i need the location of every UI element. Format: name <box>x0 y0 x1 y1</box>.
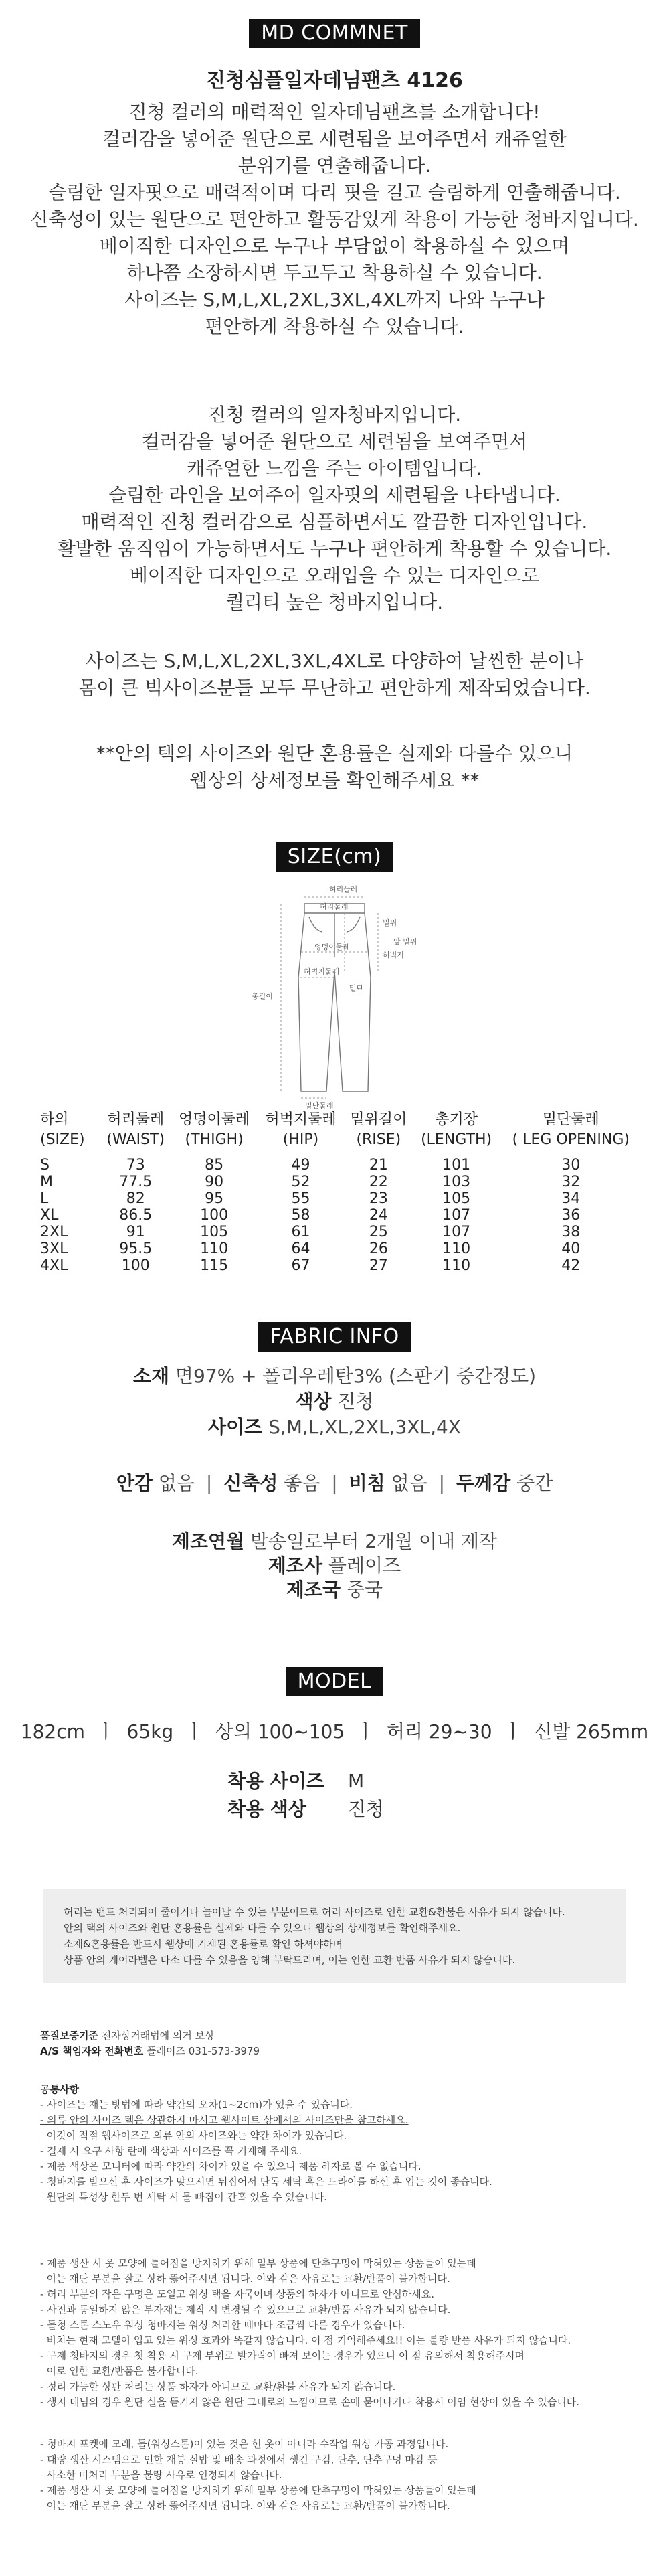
cell: 91 <box>126 1224 145 1240</box>
product-title-wrap <box>0 64 669 93</box>
date-value: 발송일로부터 2개월 이내 제작 <box>250 1530 498 1552</box>
cell: 2XL <box>40 1224 68 1240</box>
hip-col-header <box>258 1110 344 1157</box>
lining-value: 없음 <box>158 1472 195 1494</box>
color-value: 진청 <box>337 1390 374 1413</box>
notice-box <box>43 1889 626 1983</box>
col-header-en: (HIP) <box>282 1131 319 1148</box>
cell: 34 <box>561 1190 581 1207</box>
notice-item: - 사진과 동일하지 않은 부자재는 제작 시 변경될 수 있으므로 교환/반품 사유가 되지 않습니다. <box>40 2304 451 2316</box>
model-section <box>0 1667 669 1696</box>
country-value: 중국 <box>346 1579 383 1601</box>
cell: 58 <box>291 1207 310 1224</box>
md-line: 신축성이 있는 원단으로 편안하고 활동감있게 착용이 가능한 청바지입니다. <box>30 208 639 230</box>
material-label: 소재 <box>132 1365 169 1387</box>
md-line: 몸이 큰 빅사이즈분들 모두 무난하고 편안하게 제작되었습니다. <box>78 677 591 699</box>
cell: 52 <box>291 1174 310 1190</box>
diagram-label-front-rise: 앞 밑위 <box>393 937 417 946</box>
cell: 100 <box>200 1207 229 1224</box>
md-paragraph-3 <box>0 648 669 702</box>
model-fit-grid <box>0 1767 669 1824</box>
notice-item: - 사이즈는 재는 방법에 따라 약간의 오차(1~2cm)가 있을 수 있습니다. <box>40 2099 353 2111</box>
cell: XL <box>40 1207 59 1224</box>
fabric-tag: FABRIC INFO <box>258 1322 411 1352</box>
lining-label: 안감 <box>116 1472 153 1494</box>
md-line: 매력적인 진청 컬러감으로 심플하면서도 깔끔한 디자인입니다. <box>81 511 588 533</box>
model-fit-info <box>0 1767 669 1824</box>
notice-item: - 결제 시 요구 사항 란에 색상과 사이즈를 꼭 기재해 주세요. <box>40 2145 302 2157</box>
sheer-label: 비침 <box>349 1472 385 1494</box>
cell: 86.5 <box>119 1207 153 1224</box>
cell: 110 <box>200 1240 229 1257</box>
waist-col-header <box>100 1110 171 1157</box>
notice-item: - 대량 생산 시스템으로 인한 재봉 실밥 및 배송 과정에서 생긴 구김, 단추, 단추구멍 마감 등 <box>40 2453 438 2466</box>
md-line: 캐쥬얼한 느낌을 주는 아이템입니다. <box>187 457 482 479</box>
table-row <box>27 1157 642 1174</box>
md-line: 활발한 움직임이 가능하면서도 누구나 편안하게 착용할 수 있습니다. <box>57 538 612 560</box>
cell: 40 <box>561 1240 581 1257</box>
notice-item: - 생지 데님의 경우 원단 실을 뜯기지 않은 원단 그대로의 느낌이므로 손에 묻어나기나 착용시 이염 현상이 있을 수 있습니다. <box>40 2396 580 2408</box>
production-notice <box>40 2256 629 2410</box>
md-paragraph-4 <box>0 740 669 794</box>
size-section <box>0 842 669 872</box>
col-header-en: (WAIST) <box>106 1131 165 1148</box>
notice-item: 이로 인한 교환/반품은 불가합니다. <box>40 2365 199 2377</box>
manufacturer-line <box>0 1554 669 1578</box>
table-row <box>27 1174 642 1190</box>
maker-value: 플레이즈 <box>328 1554 401 1577</box>
md-line: 퀄리티 높은 청바지입니다. <box>225 591 444 613</box>
as-value: 플레이즈 031-573-3979 <box>147 2045 260 2057</box>
size-tag: SIZE(cm) <box>276 842 394 872</box>
md-line: 슬림한 일자핏으로 매력적이며 다리 핏을 길고 슬림하게 연출해줍니다. <box>48 181 621 204</box>
diagram-label-rise: 밑위 <box>383 918 397 927</box>
fit-size-label: 착용 사이즈 <box>227 1770 324 1792</box>
md-line: 진청 컬러의 매력적인 일자데님팬츠를 소개합니다! <box>128 101 541 123</box>
notice-line: 상품 안의 케어라벨은 다소 다를 수 있음을 양해 부탁드리며, 이는 인한 교환 반품 사유가 되지 않습니다. <box>64 1954 516 1966</box>
stretch-label: 신축성 <box>223 1472 278 1494</box>
stretch-value: 좋음 <box>284 1472 320 1494</box>
notice-item: - 돌청 스톤 스노우 워싱 청바지는 워싱 처리할 때마다 조금씩 다른 경우가 있습니다. <box>40 2319 405 2331</box>
notice-line: 허리는 밴드 처리되어 줄이거나 늘어날 수 있는 부분이므로 허리 사이즈로 인한 교환&환불은 사유가 되지 않습니다. <box>64 1906 565 1918</box>
notice-item: 이것이 적절 웹사이즈로 의류 안의 사이즈와는 약간 차이가 있습니다. <box>40 2129 347 2142</box>
thickness-value: 중간 <box>516 1472 553 1494</box>
size-table-wrap <box>0 1110 669 1274</box>
cell: 110 <box>442 1257 471 1274</box>
diagram-label-hem: 밑단둘레 <box>305 1101 334 1110</box>
fabric-sizes-line <box>0 1413 669 1441</box>
cell: 38 <box>561 1224 581 1240</box>
cell: 95.5 <box>119 1240 153 1257</box>
table-row <box>27 1240 642 1257</box>
cell: 30 <box>561 1157 581 1174</box>
cell: S <box>40 1157 50 1174</box>
notice-item: 이는 재단 부분을 잘로 상하 뚫어주시면 됩니다. 이와 같은 사유로는 교환/반품이 불가합니다. <box>40 2273 450 2285</box>
md-line: 하나쯤 소장하시면 두고두고 착용하실 수 있습니다. <box>126 262 543 284</box>
diagram-label-waist-inner: 허리둘레 <box>320 902 349 911</box>
model-stats: 182cm ㅣ 65kg ㅣ 상의 100~105 ㅣ 허리 29~30 ㅣ 신발 265mm <box>20 1720 649 1743</box>
material-value: 면97% + 폴리우레탄3% (스판기 중간정도) <box>175 1365 537 1387</box>
as-line <box>40 2044 629 2059</box>
cell: 90 <box>205 1174 224 1190</box>
md-paragraph-1 <box>0 99 669 340</box>
md-line: 사이즈는 S,M,L,XL,2XL,3XL,4XL로 다양하여 날씬한 분이나 <box>85 650 584 672</box>
table-row <box>27 1224 642 1240</box>
warranty-line <box>40 2028 629 2044</box>
md-line: 베이직한 디자인으로 오래입을 수 있는 디자인으로 <box>129 564 540 586</box>
cell: 22 <box>369 1174 388 1190</box>
col-header-kr: 하의 <box>40 1111 69 1128</box>
md-line: **안의 텍의 사이즈와 원단 혼용률은 실제와 다를수 있으니 <box>96 742 573 764</box>
separator: | <box>205 1472 213 1494</box>
col-header-kr: 허리둘레 <box>107 1111 165 1128</box>
notice-item: - 허리 부분의 작은 구멍은 도일고 워싱 택을 자국이며 상품의 하자가 아니므로 안심하세요. <box>40 2288 435 2300</box>
col-header-en: ( LEG OPENING) <box>512 1131 630 1148</box>
size-table-header <box>27 1110 642 1157</box>
notice-item: 사소한 미처리 부분을 불량 사유로 인정되지 않습니다. <box>40 2469 282 2481</box>
cell: 95 <box>205 1190 224 1207</box>
notice-line: 안의 택의 사이즈와 원단 혼용률은 실제와 다를 수 있으니 웹상의 상세정보를 확인해주세요. <box>64 1922 461 1934</box>
md-line: 웹상의 상세정보를 확인해주세요 ** <box>189 769 480 791</box>
fit-size-value: M <box>348 1770 365 1792</box>
table-row <box>27 1190 642 1207</box>
manufacture-info <box>0 1530 669 1602</box>
cell: 82 <box>126 1190 145 1207</box>
cell: 27 <box>369 1257 388 1274</box>
cell: 49 <box>291 1157 310 1174</box>
diagram-label-length: 총길이 <box>252 992 273 1001</box>
pants-diagram <box>0 877 669 1110</box>
notice-item: 이는 재단 부분을 잘로 상하 뚫어주시면 됩니다. 이와 같은 사유로는 교환/반품이 불가합니다. <box>40 2500 450 2512</box>
table-row <box>27 1207 642 1224</box>
cell: 107 <box>442 1224 471 1240</box>
cell: 4XL <box>40 1257 68 1274</box>
cell: 85 <box>205 1157 224 1174</box>
md-line: 진청 컬러의 일자청바지입니다. <box>207 404 462 426</box>
notice-line: 소재&혼용률은 반드시 웹상에 기재된 혼용률로 확인 하셔야하며 <box>64 1938 343 1950</box>
col-header-en: (THIGH) <box>185 1131 244 1148</box>
col-header-en: (LENGTH) <box>421 1131 492 1148</box>
md-comment-section <box>0 19 669 48</box>
cell: 73 <box>126 1157 145 1174</box>
cell: 61 <box>291 1224 310 1240</box>
cell: 24 <box>369 1207 388 1224</box>
fit-color-label: 착용 색상 <box>227 1798 306 1820</box>
notice-item: - 의류 안의 사이즈 텍은 상관하지 마시고 웹사이트 상에서의 사이즈만을 참고하세요. <box>40 2114 409 2126</box>
table-row <box>27 1257 642 1274</box>
md-line: 컬러감을 넣어준 원단으로 세련됨을 보여주면서 캐쥬얼한 <box>102 128 567 150</box>
cell: 107 <box>442 1207 471 1224</box>
cell: 25 <box>369 1224 388 1240</box>
warranty-value: 전자상거래법에 의거 보상 <box>101 2030 215 2042</box>
cell: 115 <box>200 1257 229 1274</box>
cell: 67 <box>291 1257 310 1274</box>
maker-label: 제조사 <box>268 1554 323 1577</box>
cell: 64 <box>291 1240 310 1257</box>
col-header-en: (RISE) <box>356 1131 401 1148</box>
col-header-kr: 밑위길이 <box>350 1111 407 1128</box>
model-stats-wrap <box>0 1717 669 1744</box>
md-line: 분위기를 연출해줍니다. <box>237 155 432 177</box>
cell: 105 <box>442 1190 471 1207</box>
length-col-header <box>413 1110 500 1157</box>
warranty-info <box>40 2028 629 2059</box>
sheer-value: 없음 <box>391 1472 427 1494</box>
md-line: 컬러감을 넣어준 원단으로 세련됨을 보여주면서 <box>141 430 528 453</box>
md-paragraph-2 <box>0 402 669 616</box>
common-notice <box>40 2082 629 2205</box>
product-title: 진청심플일자데님팬츠 4126 <box>206 69 463 92</box>
fabric-material-line <box>0 1362 669 1390</box>
diagram-label-thigh: 허벅지둘레 <box>304 967 340 976</box>
cell: 26 <box>369 1240 388 1257</box>
thickness-label: 두께감 <box>456 1472 511 1494</box>
color-label: 색상 <box>295 1390 332 1413</box>
cell: 110 <box>442 1240 471 1257</box>
cell: 3XL <box>40 1240 68 1257</box>
cell: L <box>40 1190 49 1207</box>
cell: 23 <box>369 1190 388 1207</box>
col-header-kr: 밑단둘레 <box>542 1111 599 1128</box>
cell: 36 <box>561 1207 581 1224</box>
cell: 21 <box>369 1157 388 1174</box>
md-line: 사이즈는 S,M,L,XL,2XL,3XL,4XL까지 나와 누구나 <box>124 289 545 311</box>
col-header-en: (SIZE) <box>40 1131 85 1148</box>
cell: 100 <box>121 1257 150 1274</box>
col-header-kr: 총기장 <box>435 1111 478 1128</box>
thigh-col-header <box>171 1110 257 1157</box>
warranty-label: 품질보증기준 <box>40 2030 98 2042</box>
fabric-attributes <box>0 1469 669 1498</box>
leg-opening-col-header <box>500 1110 642 1157</box>
md-comment-tag: MD COMMNET <box>249 19 420 48</box>
md-line: 편안하게 착용하실 수 있습니다. <box>205 315 464 337</box>
notice-item: 원단의 특성상 한두 번 세탁 시 물 빠짐이 간혹 있을 수 있습니다. <box>40 2191 328 2203</box>
cell: 77.5 <box>119 1174 153 1190</box>
diagram-label-waist: 허리둘레 <box>329 885 358 894</box>
fabric-info <box>0 1362 669 1441</box>
diagram-label-hip: 엉덩이둘레 <box>314 943 351 951</box>
diagram-label-hem-mark: 밑단 <box>349 984 364 993</box>
country-line <box>0 1578 669 1602</box>
notice-item: - 제품 생산 시 옷 모양에 틀어짐을 방지하기 위해 일부 상품에 단추구멍이 막혀있는 상품들이 있는데 <box>40 2484 476 2496</box>
size-table <box>27 1110 642 1274</box>
cell: 55 <box>291 1190 310 1207</box>
size-col-header <box>27 1110 100 1157</box>
separator: | <box>331 1472 338 1494</box>
washing-notice <box>40 2437 629 2514</box>
country-label: 제조국 <box>286 1579 341 1601</box>
cell: 101 <box>442 1157 471 1174</box>
fabric-color-line <box>0 1390 669 1413</box>
cell: M <box>40 1174 53 1190</box>
date-label: 제조연월 <box>171 1530 245 1552</box>
notice-item: - 제품 색상은 모니터에 따라 약간의 차이가 있을 수 있으니 제품 하자로 볼 수 없습니다. <box>40 2160 421 2172</box>
common-notice-title: 공통사항 <box>40 2083 79 2095</box>
sizes-value: S,M,L,XL,2XL,3XL,4X <box>268 1416 461 1438</box>
sizes-label: 사이즈 <box>208 1416 263 1438</box>
model-tag: MODEL <box>286 1667 384 1696</box>
pants-diagram-svg <box>0 877 669 1110</box>
cell: 103 <box>442 1174 471 1190</box>
fabric-section <box>0 1322 669 1352</box>
notice-item: - 정리 가능한 상판 처리는 상품 하자가 아니므로 교환/환불 사유가 되지 않습니다. <box>40 2381 396 2393</box>
notice-item: - 구제 청바지의 경우 첫 착용 시 구제 부위로 발가락이 빠져 보이는 경우가 있으니 이 점 유의해서 착용해주시며 <box>40 2350 525 2362</box>
md-line: 베이직한 디자인으로 누구나 부담없이 착용하실 수 있으며 <box>99 235 570 257</box>
notice-item: - 제품 생산 시 옷 모양에 틀어짐을 방지하기 위해 일부 상품에 단추구멍이 막혀있는 상품들이 있는데 <box>40 2257 476 2269</box>
manufacture-date-line <box>0 1530 669 1554</box>
fit-color-value: 진청 <box>348 1798 385 1820</box>
md-line: 슬림한 라인을 보여주어 일자핏의 세련됨을 나타냅니다. <box>108 484 561 506</box>
notice-item: - 청바지를 받으신 후 사이즈가 맞으시면 뒤집어서 단독 세탁 혹은 드라이를 하신 후 입는 것이 좋습니다. <box>40 2176 492 2188</box>
cell: 42 <box>561 1257 581 1274</box>
notice-item: 비치는 현재 모델이 입고 있는 워싱 효과와 똑같지 않습니다. 이 점 기억해주세요!! 이는 불량 반품 사유가 되지 않습니다. <box>40 2334 571 2346</box>
col-header-kr: 허벅지둘레 <box>265 1111 337 1128</box>
diagram-label-thigh-right: 허벅지 <box>383 951 404 959</box>
fabric-attributes-line <box>0 1469 669 1498</box>
cell: 32 <box>561 1174 581 1190</box>
separator: | <box>438 1472 446 1494</box>
notice-item: - 청바지 포켓에 모래, 돌(워싱스톤)이 있는 것은 헌 옷이 아니라 수작업 워싱 가공 과정입니다. <box>40 2438 449 2450</box>
col-header-kr: 엉덩이둘레 <box>179 1111 250 1128</box>
rise-col-header <box>344 1110 413 1157</box>
cell: 105 <box>200 1224 229 1240</box>
as-label: A/S 책임자와 전화번호 <box>40 2045 144 2057</box>
